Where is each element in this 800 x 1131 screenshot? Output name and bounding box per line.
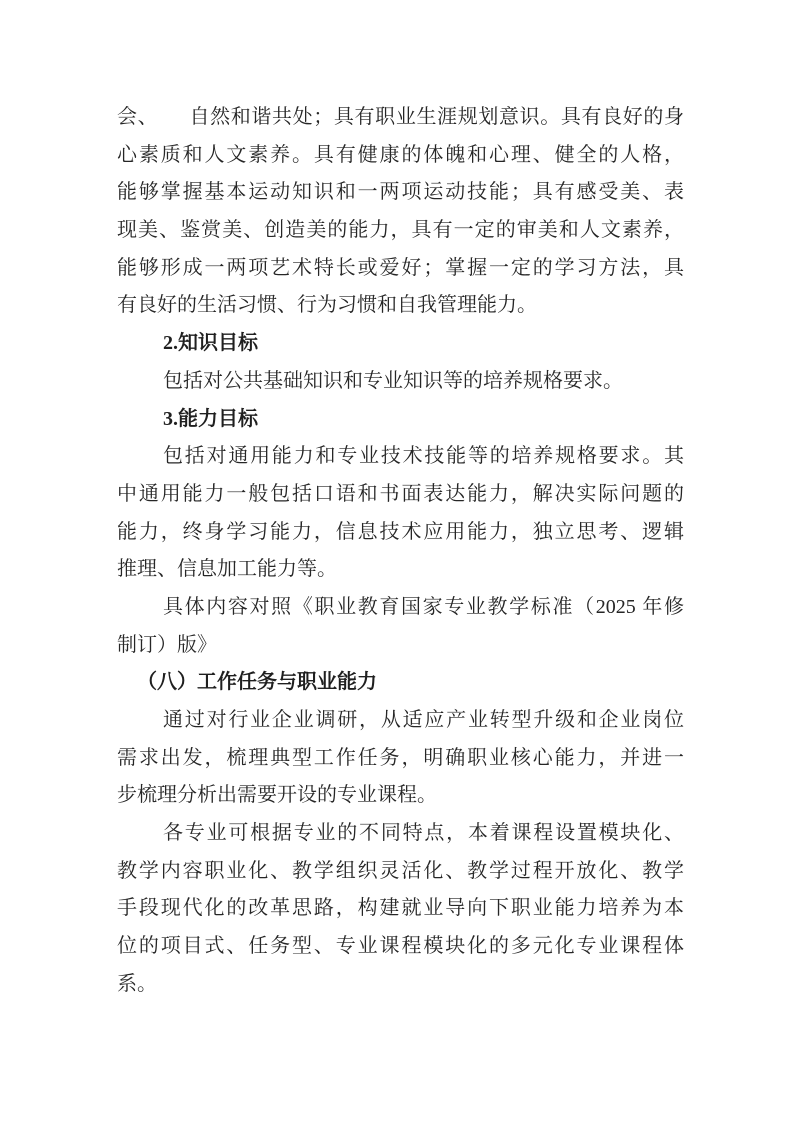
body-text-line: 包括对公共基础知识和专业知识等的培养规格要求。 bbox=[163, 369, 623, 392]
body-text-line: 包括对通用能力和专业技术技能等的培养规格要求。其 bbox=[163, 445, 684, 468]
section-heading-line: （八）工作任务与职业能力 bbox=[137, 671, 377, 694]
body-text-line: 能够掌握基本运动知识和一两项运动技能；具有感受美、表 bbox=[117, 181, 684, 204]
body-text-line: 会、 自然和谐共处；具有职业生涯规划意识。具有良好的身 bbox=[117, 106, 684, 128]
body-text-line: 能力，终身学习能力，信息技术应用能力，独立思考、逻辑 bbox=[117, 520, 684, 543]
body-text-line: 中通用能力一般包括口语和书面表达能力，解决实际问题的 bbox=[117, 482, 684, 505]
body-text-line: 制订）版》 bbox=[117, 633, 217, 656]
page-text bbox=[117, 99, 684, 1004]
body-text-line: 系。 bbox=[117, 972, 157, 995]
body-text-line: 具体内容对照《职业教育国家专业教学标准（2025 年修 bbox=[163, 595, 684, 618]
section-heading-line: 3.能力目标 bbox=[163, 407, 258, 430]
body-text-line: 步梳理分析出需要开设的专业课程。 bbox=[117, 784, 437, 807]
body-text-line: 各专业可根据专业的不同特点，本着课程设置模块化、 bbox=[163, 822, 684, 845]
body-text-line: 心素质和人文素养。具有健康的体魄和心理、健全的人格， bbox=[117, 143, 684, 166]
section-heading-line: 2.知识目标 bbox=[163, 332, 258, 355]
body-text-line: 能够形成一两项艺术特长或爱好；掌握一定的学习方法，具 bbox=[117, 256, 684, 279]
body-text-line: 通过对行业企业调研，从适应产业转型升级和企业岗位 bbox=[163, 709, 684, 731]
body-text-line: 手段现代化的改革思路，构建就业导向下职业能力培养为本 bbox=[117, 897, 684, 920]
body-text-line: 教学内容职业化、教学组织灵活化、教学过程开放化、教学 bbox=[117, 859, 684, 882]
body-text-line: 现美、鉴赏美、创造美的能力，具有一定的审美和人文素养， bbox=[117, 219, 684, 242]
body-text-line: 推理、信息加工能力等。 bbox=[117, 558, 337, 581]
body-text-line: 位的项目式、任务型、专业课程模块化的多元化专业课程体 bbox=[117, 935, 684, 958]
body-text-line: 有良好的生活习惯、行为习惯和自我管理能力。 bbox=[117, 294, 537, 317]
body-text-line: 需求出发，梳理典型工作任务，明确职业核心能力，并进一 bbox=[117, 746, 684, 769]
